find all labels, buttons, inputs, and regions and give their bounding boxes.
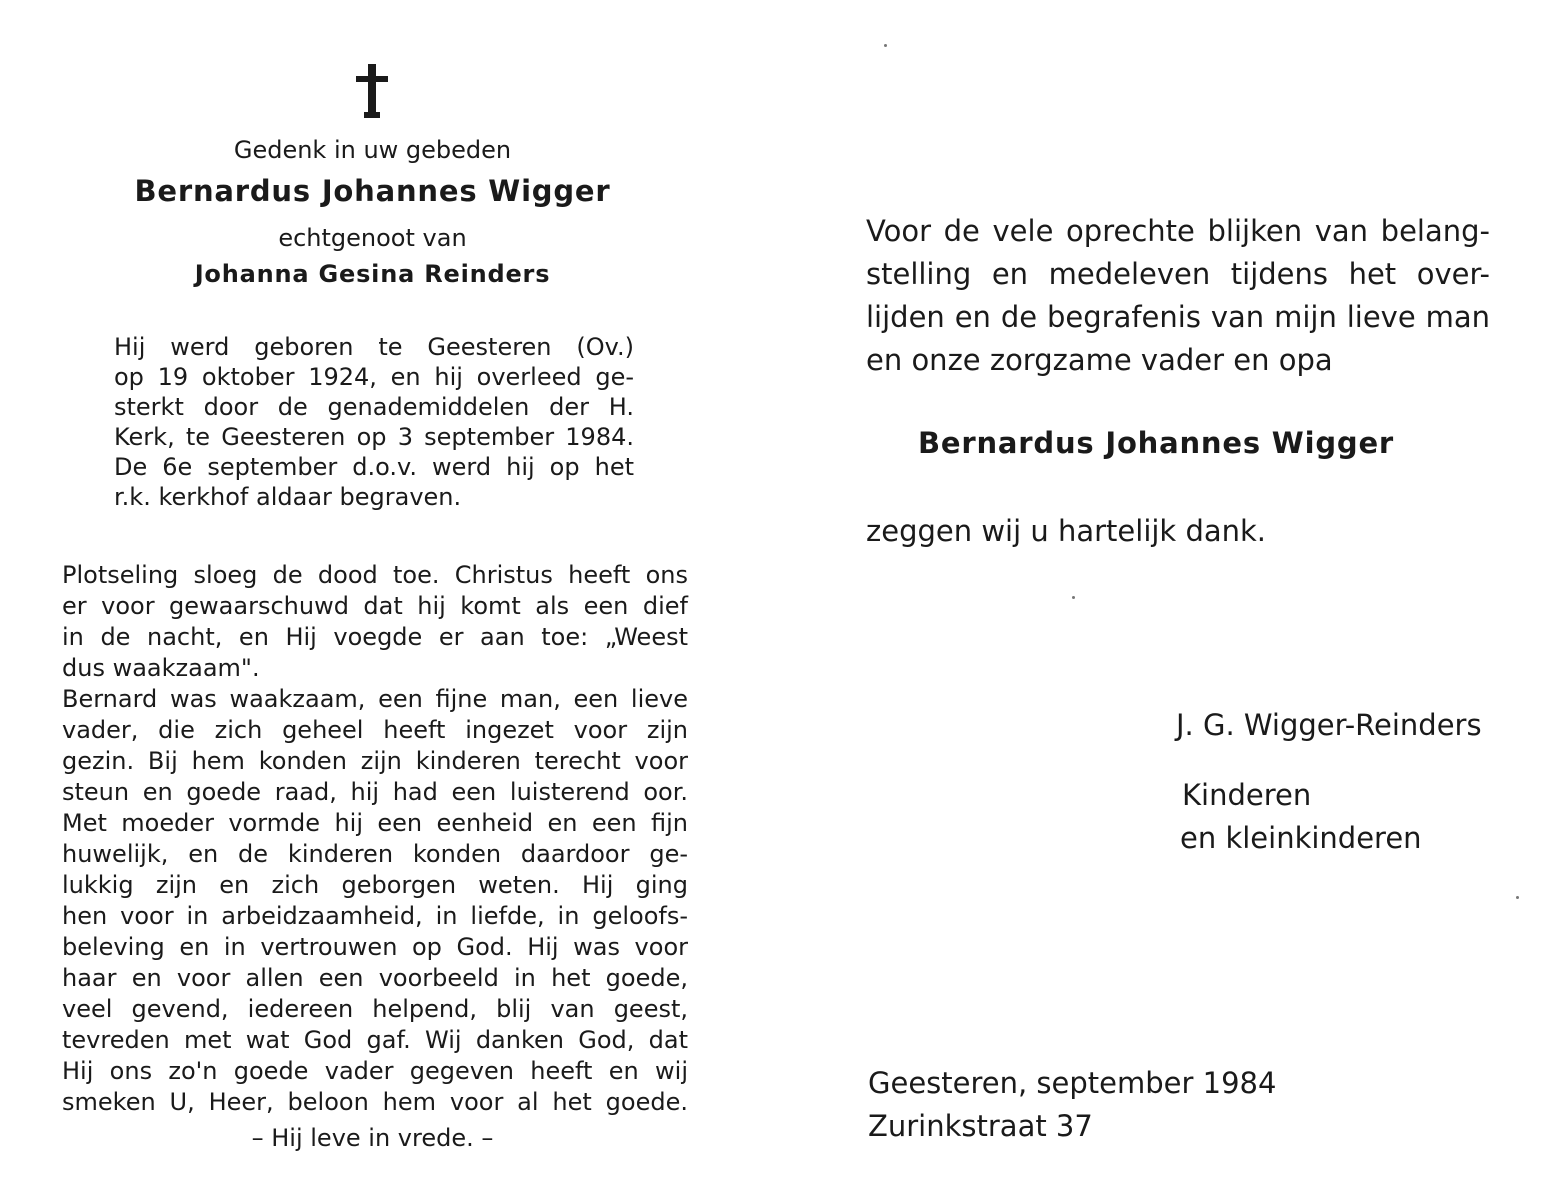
thanks-line: Voor de vele oprechte blijken van belang-	[866, 214, 1490, 248]
spouse-name: Johanna Gesina Reinders	[194, 260, 551, 288]
scan-speck	[1516, 896, 1519, 899]
thanks-line: lijden en de begrafenis van mijn lieve man	[866, 300, 1490, 334]
thanks-line: stelling en medeleven tijdens het over-	[866, 257, 1490, 291]
cross-icon	[342, 62, 402, 120]
body-line: steun en goede raad, hij had een luisterend oor.	[62, 778, 688, 806]
body-line: vader, die zich geheel heeft ingezet voor zijn	[62, 716, 688, 744]
scan-speck	[1072, 596, 1075, 599]
body-line: Bernard was waakzaam, een fijne man, een lieve	[62, 685, 688, 713]
bio-line: De 6e september d.o.v. werd hij op het	[114, 453, 634, 481]
body-line: dus waakzaam".	[62, 654, 260, 682]
body-line: tevreden met wat God gaf. Wij danken God, dat	[62, 1026, 688, 1054]
bio-line: r.k. kerkhof aldaar begraven.	[114, 483, 462, 511]
signatory-widow: J. G. Wigger-Reinders	[1176, 708, 1482, 742]
bio-line: op 19 oktober 1924, en hij overleed ge-	[114, 363, 634, 391]
thanks-closing: zeggen wij u hartelijk dank.	[866, 514, 1267, 548]
relation-text: echtgenoot van	[278, 224, 467, 252]
body-line: beleving en in vertrouwen op God. Hij was voor	[62, 933, 688, 961]
place-date: Geesteren, september 1984	[868, 1066, 1277, 1100]
bio-line: sterkt door de genademiddelen der H.	[114, 393, 634, 421]
deceased-name: Bernardus Johannes Wigger	[134, 174, 611, 208]
intro-text: Gedenk in uw gebeden	[233, 136, 512, 164]
bio-line: Kerk, te Geesteren op 3 september 1984.	[114, 423, 634, 451]
body-line: hen voor in arbeidzaamheid, in liefde, in geloofs-	[62, 902, 688, 930]
scan-speck	[884, 44, 887, 47]
body-line: smeken U, Heer, beloon hem voor al het goede.	[62, 1088, 688, 1116]
body-line: gezin. Bij hem konden zijn kinderen terecht voor	[62, 747, 688, 775]
body-line: Met moeder vormde hij een eenheid en een fijn	[62, 809, 688, 837]
body-line: Hij ons zo'n goede vader gegeven heeft en wij	[62, 1057, 688, 1085]
deceased-name-thanks: Bernardus Johannes Wigger	[918, 426, 1395, 460]
body-line: veel gevend, iedereen helpend, blij van geest,	[62, 995, 688, 1023]
body-line: lukkig zijn en zich geborgen weten. Hij ging	[62, 871, 688, 899]
signatory-grandchildren: en kleinkinderen	[1180, 821, 1422, 855]
body-line: huwelijk, en de kinderen konden daardoor ge-	[62, 840, 688, 868]
body-line: er voor gewaarschuwd dat hij komt als een dief	[62, 592, 688, 620]
body-line: in de nacht, en Hij voegde er aan toe: „Weest	[62, 623, 688, 651]
closing-line: – Hij leve in vrede. –	[251, 1124, 494, 1152]
address: Zurinkstraat 37	[868, 1109, 1093, 1143]
body-line: Plotseling sloeg de dood toe. Christus heeft ons	[62, 561, 688, 589]
bio-line: Hij werd geboren te Geesteren (Ov.)	[114, 333, 634, 361]
signatory-children: Kinderen	[1182, 778, 1312, 812]
body-line: haar en voor allen een voorbeeld in het goede,	[62, 964, 688, 992]
thanks-line: en onze zorgzame vader en opa	[866, 343, 1333, 377]
